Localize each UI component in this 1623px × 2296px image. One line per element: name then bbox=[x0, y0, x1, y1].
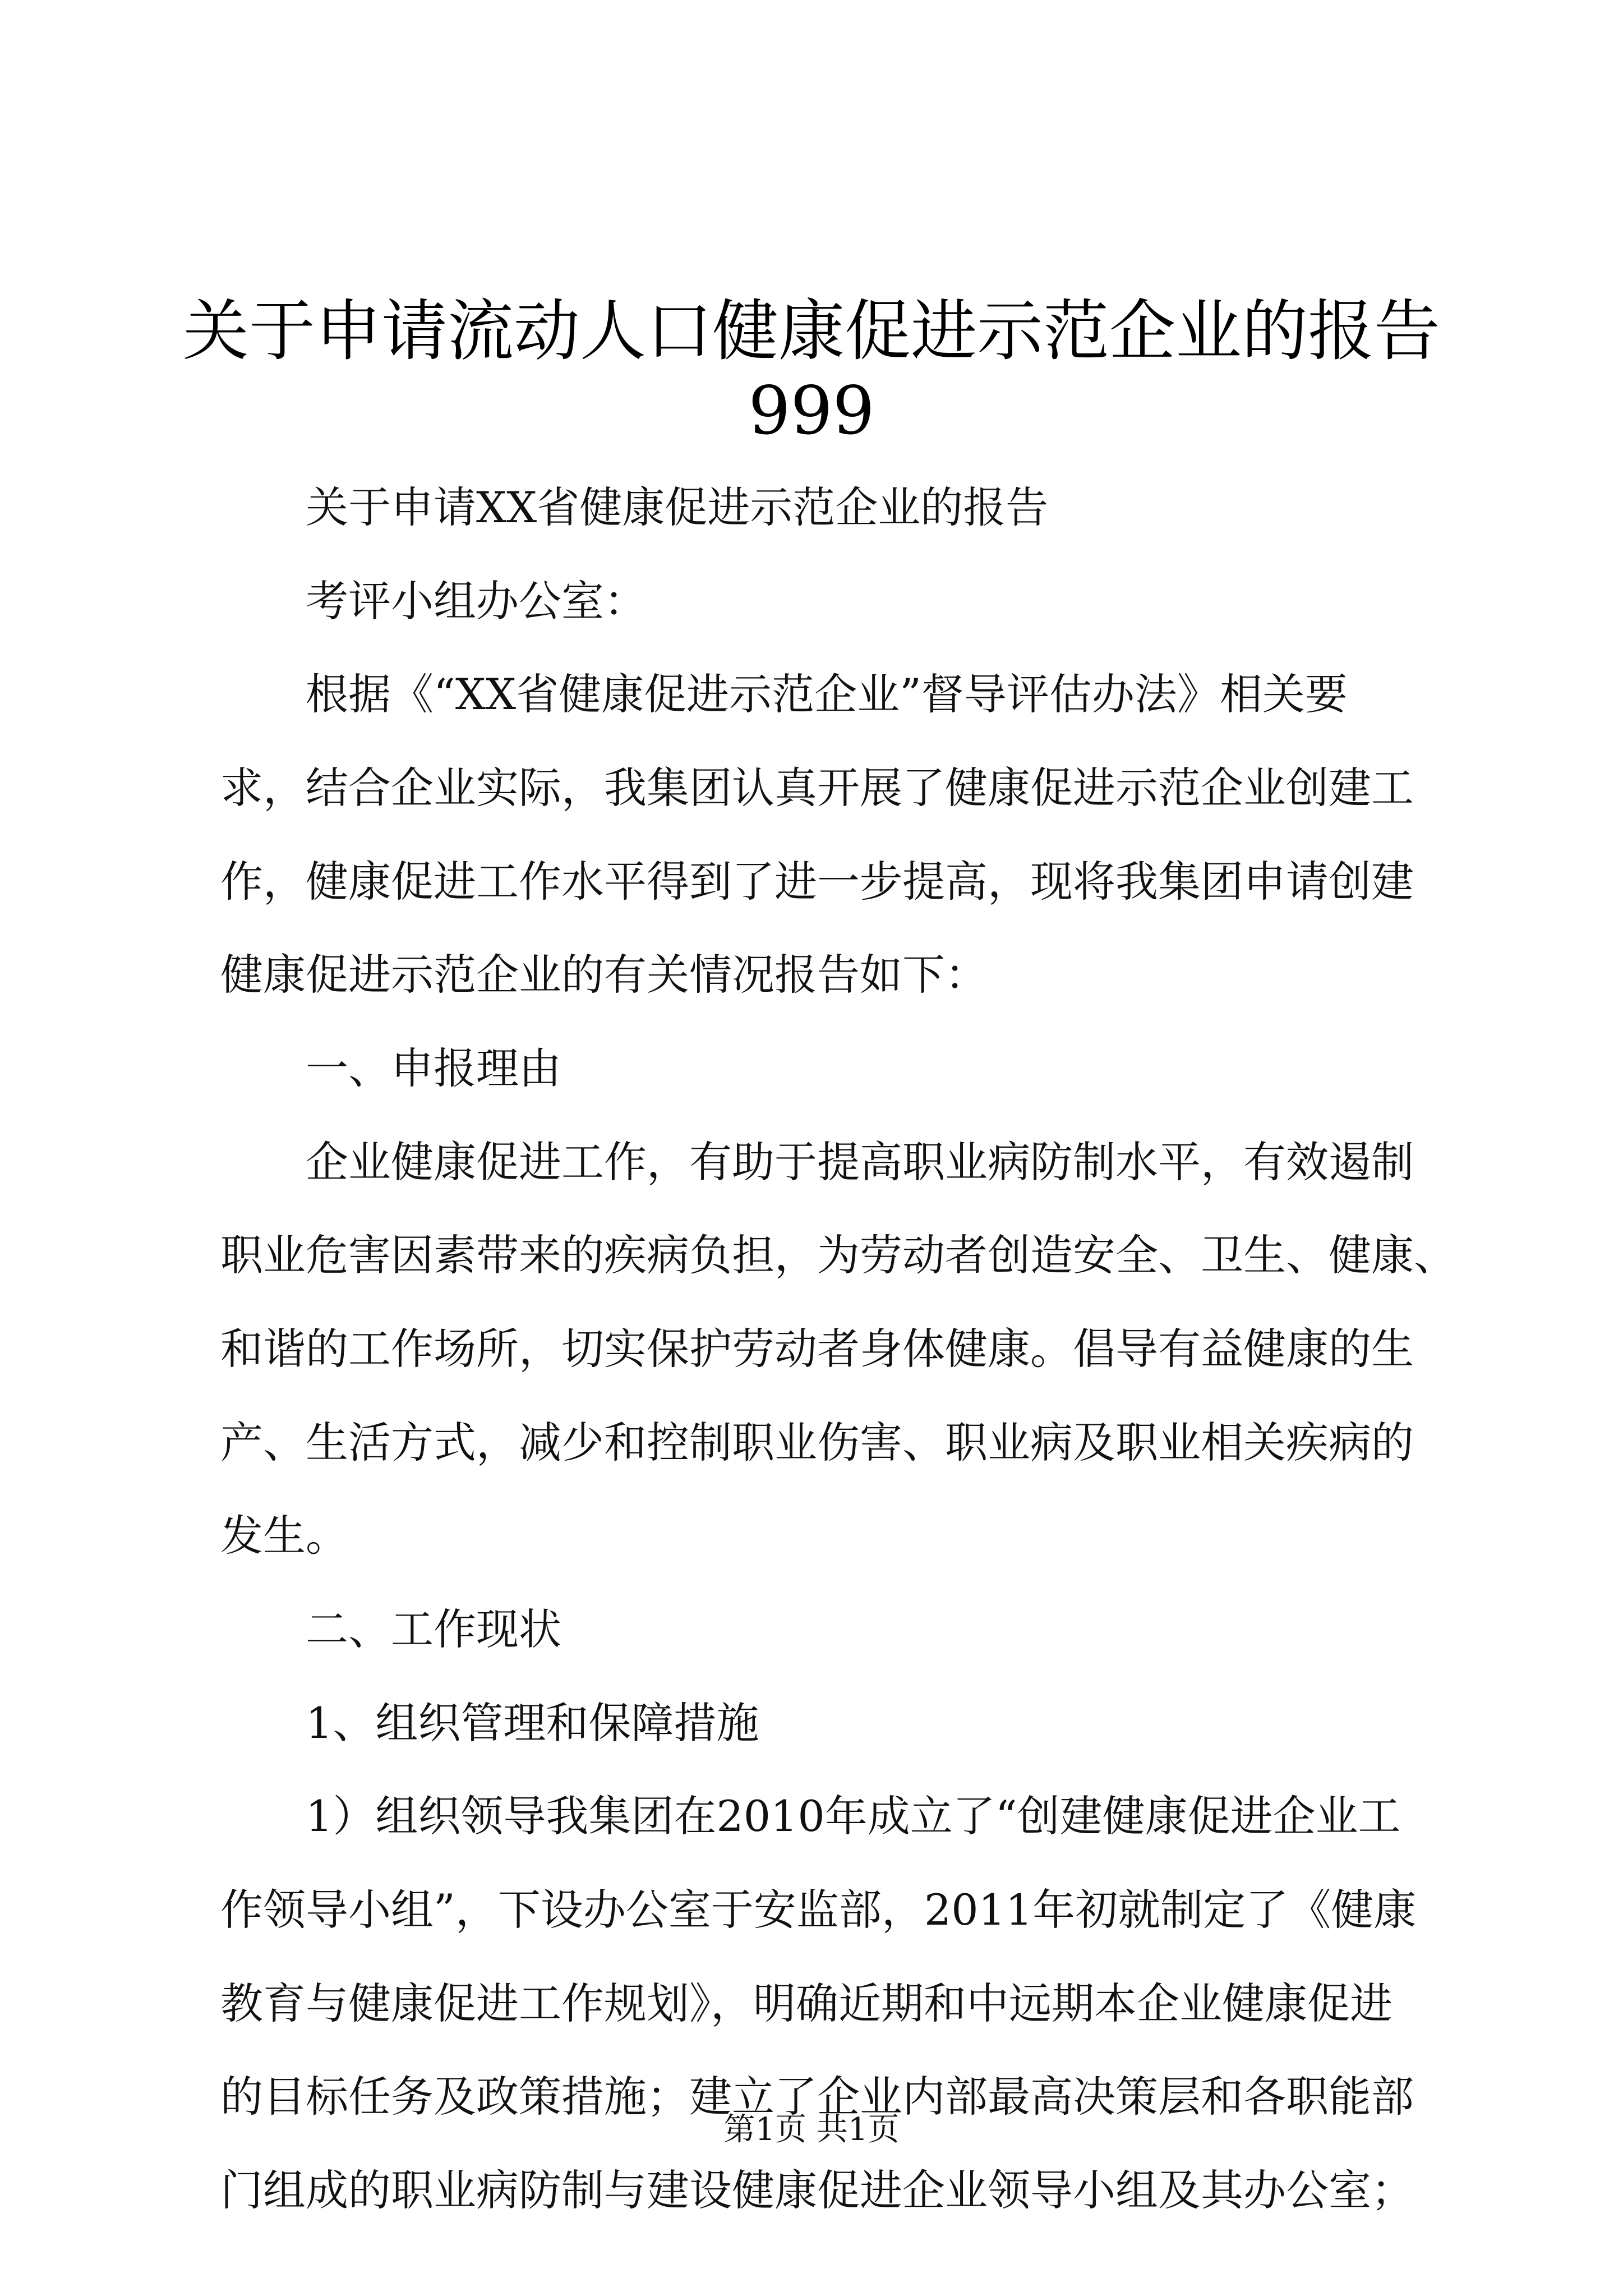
section-heading-2: 二、工作现状 bbox=[306, 1604, 561, 1654]
body-paragraph-line: 教育与健康促进工作规划》，明确近期和中远期本企业健康促进 bbox=[220, 1978, 1393, 2028]
document-title-line-2: 999 bbox=[748, 372, 875, 449]
body-paragraph-line: 1）组织领导我集团在2010年成立了“创建健康促进企业工 bbox=[306, 1791, 1401, 1841]
document-title-line-1: 关于申请流动人口健康促进示范企业的报告 bbox=[182, 292, 1440, 370]
page-footer: 第1页 共1页 bbox=[723, 2111, 900, 2148]
subsection-heading: 1、组织管理和保障措施 bbox=[306, 1698, 759, 1748]
body-paragraph-line: 和谐的工作场所，切实保护劳动者身体健康。倡导有益健康的生 bbox=[220, 1324, 1414, 1374]
body-paragraph-line: 职业危害因素带来的疾病负担，为劳动者创造安全、卫生、健康、 bbox=[220, 1230, 1456, 1280]
body-paragraph-line: 健康促进示范企业的有关情况报告如下： bbox=[220, 950, 988, 1000]
body-paragraph-line: 作领导小组”，下设办公室于安监部，2011年初就制定了《健康 bbox=[220, 1885, 1417, 1935]
body-paragraph-line: 企业健康促进工作，有助于提高职业病防制水平，有效遏制 bbox=[306, 1137, 1414, 1187]
body-paragraph-line: 发生。 bbox=[220, 1511, 348, 1561]
section-heading-1: 一、申报理由 bbox=[306, 1043, 561, 1093]
body-paragraph-line: 根据《“XX省健康促进示范企业”督导评估办法》相关要 bbox=[306, 669, 1348, 719]
body-paragraph-line: 作，健康促进工作水平得到了进一步提高，现将我集团申请创建 bbox=[220, 857, 1414, 907]
subtitle-line: 关于申请XX省健康促进示范企业的报告 bbox=[306, 482, 1049, 532]
addressee-line: 考评小组办公室： bbox=[306, 576, 647, 626]
body-paragraph-line: 产、生活方式，减少和控制职业伤害、职业病及职业相关疾病的 bbox=[220, 1418, 1414, 1467]
body-paragraph-line: 门组成的职业病防制与建设健康促进企业领导小组及其办公室； bbox=[220, 2165, 1414, 2215]
body-paragraph-line: 求，结合企业实际，我集团认真开展了健康促进示范企业创建工 bbox=[220, 763, 1414, 813]
body-paragraph-line: 的目标任务及政策措施；建立了企业内部最高决策层和各职能部 bbox=[220, 2072, 1414, 2122]
